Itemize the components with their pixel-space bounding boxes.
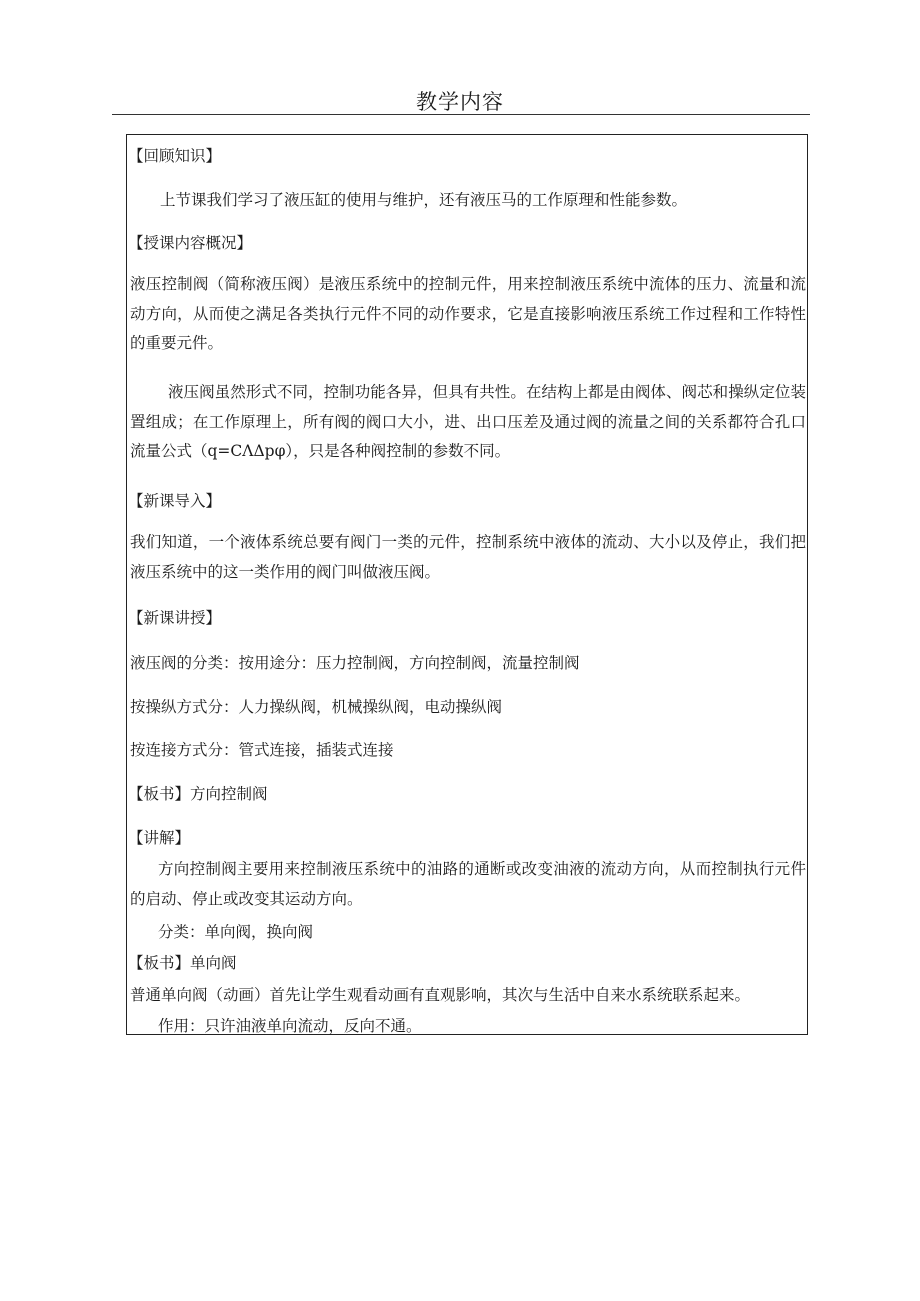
header-divider — [112, 114, 810, 115]
explain-heading: 【讲解】 — [128, 829, 191, 847]
valve-types: 分类：单向阀，换向阀 — [158, 923, 314, 941]
check-valve-text: 普通单向阀（动画）首先让学生观看动画有直观影响，其次与生活中自来水系统联系起来。 — [130, 986, 751, 1004]
overview-paragraph-1: 液压控制阀（简称液压阀）是液压系统中的控制元件，用来控制液压系统中流体的压力、流量和流动方向，从而使之满足各类执行元件不同的动作要求，它是直接影响液压系统工作过程和工作特性的重要元件。 — [130, 275, 806, 352]
explain-text: 方向控制阀主要用来控制液压系统中的油路的通断或改变油液的流动方向，从而控制执行元件的启动、停止或改变其运动方向。 — [130, 860, 806, 908]
board-check-valve: 【板书】单向阀 — [128, 954, 237, 972]
page-title: 教学内容 — [416, 90, 504, 114]
classification-by-connection: 按连接方式分：管式连接，插装式连接 — [130, 741, 394, 759]
intro-heading: 【新课导入】 — [128, 492, 222, 510]
classification-by-use: 液压阀的分类：按用途分：压力控制阀，方向控制阀，流量控制阀 — [130, 654, 580, 672]
overview-paragraph-2: 液压阀虽然形式不同，控制功能各异，但具有共性。在结构上都是由阀体、阀芯和操纵定位装置组成；在工作原理上，所有阀的阀口大小，进、出口压差及通过阀的流量之间的关系都符合孔口流量公式（q=CΛΔpφ），只是各种阀控制的参数不同。 — [130, 383, 806, 460]
board-direction-valve: 【板书】方向控制阀 — [128, 785, 268, 803]
review-text: 上节课我们学习了液压缸的使用与维护，还有液压马的工作原理和性能参数。 — [160, 191, 688, 209]
overview-heading: 【授课内容概况】 — [128, 234, 253, 252]
classification-by-operation: 按操纵方式分：人力操纵阀，机械操纵阀，电动操纵阀 — [130, 698, 503, 716]
review-heading: 【回顾知识】 — [128, 147, 222, 165]
function-text: 作用：只许油液单向流动，反向不通。 — [158, 1017, 422, 1035]
intro-text: 我们知道，一个液体系统总要有阀门一类的元件，控制系统中液体的流动、大小以及停止，我们把液压系统中的这一类作用的阀门叫做液压阀。 — [130, 533, 806, 581]
lecture-heading: 【新课讲授】 — [128, 609, 222, 627]
